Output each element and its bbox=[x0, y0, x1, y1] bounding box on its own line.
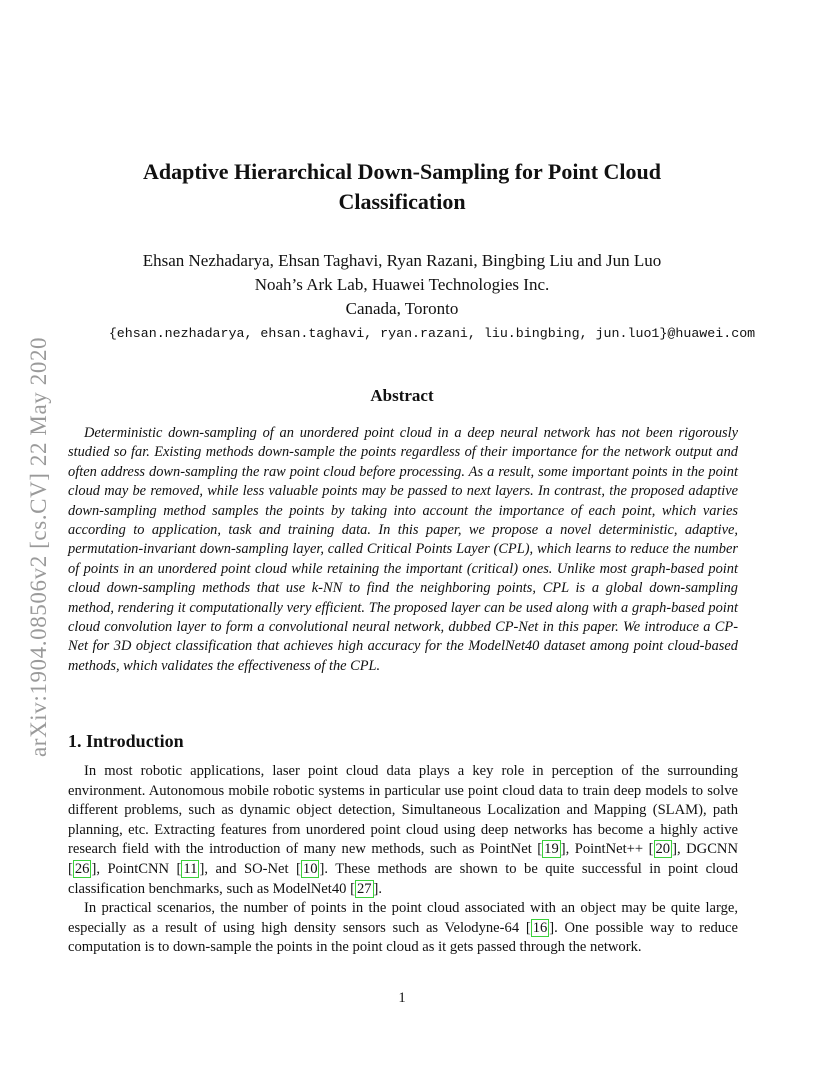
author-emails: {ehsan.nezhadarya, ehsan.taghavi, ryan.razani, liu.bingbing, jun.luo1}@huawei.com bbox=[108, 326, 756, 341]
paper-title: Adaptive Hierarchical Down-Sampling for Point Cloud Classification bbox=[142, 159, 662, 214]
section-heading-introduction: 1. Introduction bbox=[68, 731, 184, 751]
author-list: Ehsan Nezhadarya, Ehsan Taghavi, Ryan Razani, Bingbing Liu and Jun Luo bbox=[142, 251, 662, 270]
text-run: . One possible way to reduce computation is to down-sample the points in the point cloud as it gets passed through the network. bbox=[68, 919, 738, 956]
text-run: . These methods are shown to be quite successful in point cloud classification benchmarks, such as ModelNet40 bbox=[68, 860, 738, 897]
text-run: , DGCNN bbox=[676, 841, 739, 858]
affiliation: Noah’s Ark Lab, Huawei Technologies Inc. bbox=[254, 275, 550, 294]
arxiv-identifier-stamp: arXiv:1904.08506v2 [cs.CV] 22 May 2020 bbox=[26, 336, 51, 757]
citation-link[interactable]: 19 bbox=[544, 841, 559, 858]
text-run: , PointCNN bbox=[96, 860, 177, 877]
text-run: In most robotic applications, laser point cloud data plays a key role in perception of the surrounding environment. Autonomous mobile robotic systems in particular use point cloud data to train deep models to solve different problems, such as dynamic object detection, Simultaneous Localization and Mapping (SLAM), path planning, etc. Extracting features from unordered point cloud using deep networks has become a highly active research field with the introduction of many new methods, such as PointNet bbox=[68, 763, 738, 858]
introduction-paragraph-1: In most robotic applications, laser point cloud data plays a key role in perception of the surrounding environment. Autonomous mobile robotic systems in particular use point cloud data to train deep models to solve different problems, such as dynamic object detection, Simultaneous Localization and Mapping (SLAM), path planning, etc. Extracting features from unordered point cloud using deep networks has become a highly active research field with the introduction of many new methods, such as PointNet [ 19 ], PointNet++ [ 20 ], DGCNN [ 26 ], PointCNN [ 11 ], and SO-Net [ 10 ]. These methods are shown to be quite successful in point cloud classification benchmarks, such as ModelNet40 [ 27 ]. bbox=[68, 763, 739, 897]
abstract-heading: Abstract bbox=[370, 386, 434, 405]
citation-link[interactable]: 20 bbox=[655, 841, 671, 858]
text-run: In practical scenarios, the number of points in the point cloud associated with an object may be quite large, especially as a result of using high density sensors such as Velodyne-64 bbox=[68, 900, 738, 936]
citation-link[interactable]: 27 bbox=[356, 880, 372, 897]
citation-link[interactable]: 26 bbox=[74, 860, 90, 877]
citation-link[interactable]: 10 bbox=[302, 860, 318, 877]
citation-link[interactable]: 11 bbox=[183, 860, 198, 877]
text-run: , PointNet++ bbox=[565, 841, 649, 858]
page-number: 1 bbox=[398, 990, 406, 1006]
citation-link[interactable]: 16 bbox=[532, 919, 548, 936]
text-run: , and SO-Net bbox=[204, 860, 297, 877]
abstract-text: Deterministic down-sampling of an unordered point cloud in a deep neural network has not been rigorously studied so far. Existing methods down-sample the points regardless of their importance for the network output and often address down-sampling the raw point cloud before processing. As a result, some important points in the point cloud may be removed, while less valuable points may be passed to next layers. In contrast, the proposed adaptive down-sampling method samples the points by taking into account the importance of each point, which varies according to application, task and training data. In this paper, we propose a novel deterministic, adaptive, permutation-invariant down-sampling layer, called Critical Points Layer (CPL), which learns to reduce the number of points in an unordered point cloud while retaining the important (critical) ones. Unlike most graph-based point cloud down-sampling methods that use k-NN to find the neighboring points, CPL is a global down-sampling method, rendering it computationally very efficient. The proposed layer can be used along with a graph-based point cloud convolution layer to form a convolutional neural network, dubbed CP-Net in this paper. We introduce a CP-Net for 3D object classification that achieves high accuracy for the ModelNet40 dataset among point cloud-based methods, which validates the effectiveness of the CPL. bbox=[68, 425, 738, 674]
introduction-paragraph-2: In practical scenarios, the number of points in the point cloud associated with an object may be quite large, especially as a result of using high density sensors such as Velodyne-64 [ 16 ]. One possible way to reduce computation is to down-sample the points in the point cloud as it gets passed through the network. bbox=[68, 900, 738, 956]
text-run: . bbox=[378, 880, 383, 897]
author-location: Canada, Toronto bbox=[345, 299, 459, 318]
